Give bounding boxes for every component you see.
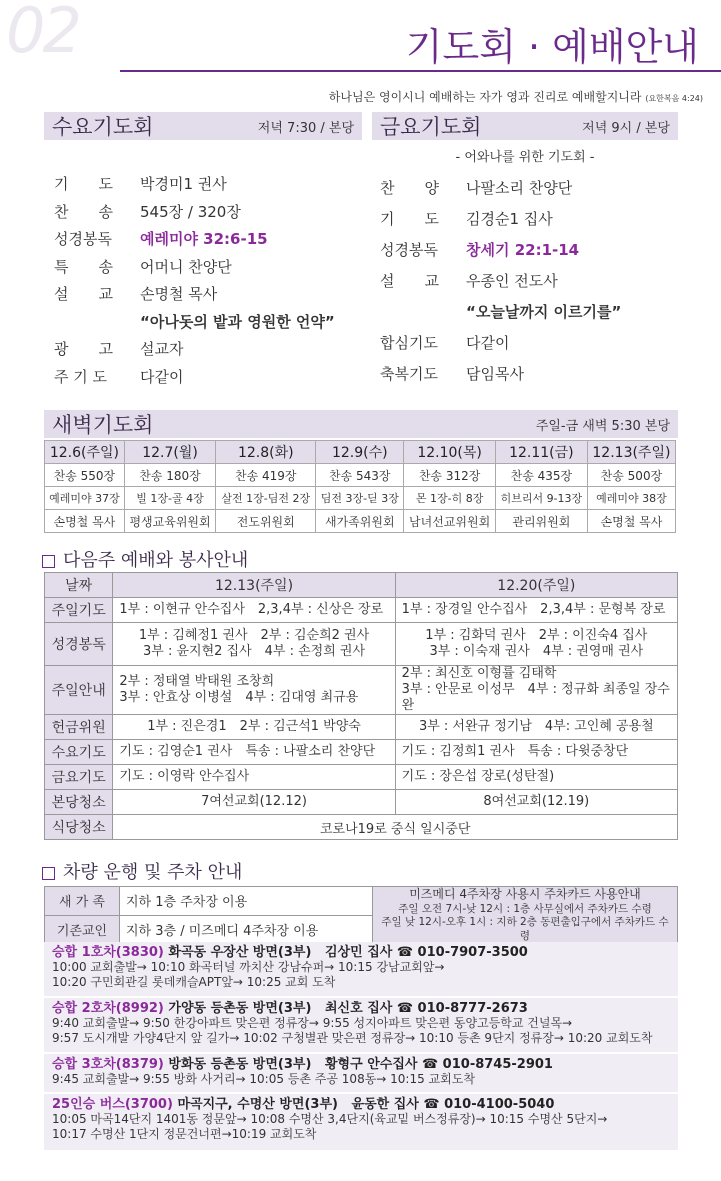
wednesday-order	[54, 170, 364, 390]
dawn-table	[44, 440, 676, 533]
friday-time: 저녁 9시 / 본당	[582, 120, 670, 136]
wednesday-row-label: 특 송	[54, 257, 113, 276]
dawn-bible: 살전 1장-딤전 2장	[216, 487, 316, 510]
bus-number: 승합 3호차(8379)	[52, 1057, 164, 1072]
service-cell: 3부 : 서완규 정기남 4부: 고인혜 공용철	[395, 715, 677, 740]
friday-row	[380, 203, 680, 234]
friday-row-value: “오늘날까지 이르기를”	[466, 303, 622, 321]
dawn-bible: 히브리서 9-13장	[495, 487, 587, 510]
friday-row-value: 담임목사	[466, 365, 524, 383]
wednesday-time: 저녁 7:30 / 본당	[257, 120, 354, 136]
bus-driver: 윤동한 집사 ☎ 010-4100-5040	[351, 1097, 555, 1112]
dawn-day: 12.8(화)	[216, 441, 316, 464]
title-divider	[120, 70, 721, 72]
dawn-bible: 몬 1장-히 8장	[404, 487, 496, 510]
wednesday-row-value: 545장 / 320장	[140, 202, 241, 221]
page-number: 02	[6, 0, 79, 67]
service-row	[45, 765, 678, 790]
dawn-hymn: 찬송 435장	[495, 464, 587, 487]
dawn-leader: 평생교육위원회	[124, 510, 216, 533]
bus-driver: 최신호 집사 ☎ 010-8777-2673	[325, 1001, 528, 1016]
friday-order	[380, 172, 680, 389]
existing-member-value: 지하 3층 / 미즈메디 4주차장 이용	[120, 915, 373, 944]
dawn-day: 12.11(금)	[495, 441, 587, 464]
date-label: 날짜	[45, 573, 113, 598]
friday-row	[380, 358, 680, 389]
friday-row-value: 나팔소리 찬양단	[466, 179, 573, 197]
verse-text: 하나님은 영이시니 예배하는 자가 영과 진리로 예배할지니라	[328, 90, 642, 104]
friday-row-label: 축복기도	[380, 365, 438, 383]
service-cell: 기도 : 장은섭 장로(성탄절)	[395, 765, 677, 790]
next-week-title: 다음주 예배와 봉사안내	[63, 550, 249, 571]
bus-area: 화곡동 우장산 방면(3부)	[168, 945, 312, 960]
wednesday-row	[54, 170, 364, 198]
square-bullet-icon	[42, 555, 55, 568]
dawn-day: 12.9(수)	[316, 441, 404, 464]
service-cell: 1부 : 진은경1 2부 : 김근석1 박양숙	[113, 715, 395, 740]
bus-number: 승합 1호차(3830)	[52, 945, 164, 960]
service-cell: 8여선교회(12.19)	[395, 790, 677, 815]
dawn-leader: 새가족위원회	[316, 510, 404, 533]
date-col-2: 12.20(주일)	[395, 573, 677, 598]
friday-row	[380, 296, 680, 327]
cafeteria-row	[45, 815, 678, 840]
dawn-hymn-row	[45, 464, 676, 487]
service-cell: 2부 : 정태열 박태원 조창희 3부 : 안효상 이병설 4부 : 김대영 최규용	[113, 666, 395, 715]
bus-driver: 황형구 안수집사 ☎ 010-8745-2901	[325, 1057, 553, 1072]
dawn-day: 12.7(월)	[124, 441, 216, 464]
friday-row	[380, 327, 680, 358]
new-family-value: 지하 1층 주차장 이용	[120, 887, 373, 916]
bus-header	[52, 1001, 678, 1016]
friday-subtitle: - 어와나를 위한 기도회 -	[455, 150, 595, 165]
service-row	[45, 623, 678, 666]
friday-row-label: 기 도	[380, 210, 439, 228]
date-col-1: 12.13(주일)	[113, 573, 395, 598]
new-family-label: 새 가 족	[45, 887, 120, 916]
service-row	[45, 790, 678, 815]
bus-stops-line2: 10:20 구민회관길 롯데캐슬APT앞→ 10:25 교회 도착	[52, 975, 336, 989]
wednesday-title: 수요기도회	[52, 115, 154, 139]
service-cell: 7여선교회(12.12)	[113, 790, 395, 815]
bible-verse	[329, 88, 703, 105]
bus-number: 25인승 버스(3700)	[52, 1097, 173, 1112]
service-row-label: 헌금위원	[45, 715, 113, 740]
bus-route	[52, 1001, 678, 1046]
bus-stops-line1: 10:00 교회출발→ 10:10 화곡터널 까치산 강남슈퍼→ 10:15 강남교회앞→	[52, 960, 445, 974]
wednesday-row-label: 주 기 도	[54, 367, 108, 386]
service-row-label: 주일안내	[45, 666, 113, 715]
service-cell: 1부 : 김화덕 권사 2부 : 이진숙4 집사 3부 : 이숙재 권사 4부 : 권영매 권사	[395, 623, 677, 666]
dawn-day: 12.10(목)	[404, 441, 496, 464]
service-cell: 기도 : 김영순1 권사 특송 : 나팔소리 찬양단	[113, 740, 395, 765]
dawn-hymn: 찬송 543장	[316, 464, 404, 487]
service-cell: 1부 : 이현규 안수집사 2,3,4부 : 신상은 장로	[113, 598, 395, 623]
dawn-bible: 예레미야 38장	[587, 487, 675, 510]
dawn-leader: 전도위원회	[216, 510, 316, 533]
service-row-label: 주일기도	[45, 598, 113, 623]
wednesday-row	[54, 253, 364, 281]
parking-info-title: 미즈메디 4주차장 사용시 주차카드 사용안내	[409, 887, 641, 901]
wednesday-header	[44, 112, 362, 140]
cafeteria-value: 코로나19로 중식 일시중단	[113, 815, 678, 840]
friday-row-label: 성경봉독	[380, 241, 438, 259]
wednesday-row-label: 설 교	[54, 285, 113, 304]
friday-row-label: 합심기도	[380, 334, 438, 352]
wednesday-row	[54, 280, 364, 308]
wednesday-row	[54, 308, 364, 336]
friday-row-value: 김경순1 집사	[466, 210, 553, 228]
wednesday-row-value: 박경미1 권사	[140, 175, 227, 194]
service-cell: 기도 : 이영락 안수집사	[113, 765, 395, 790]
bus-header	[52, 945, 678, 960]
dawn-leader-row	[45, 510, 676, 533]
dawn-bible-row	[45, 487, 676, 510]
friday-row-value: 우종인 전도사	[466, 272, 558, 290]
wednesday-row-label: 찬 송	[54, 202, 113, 221]
page-title: 기도회 · 예배안내	[405, 25, 699, 69]
friday-row	[380, 172, 680, 203]
dawn-bible: 예레미야 37장	[45, 487, 125, 510]
wednesday-row-value: 다같이	[140, 367, 184, 386]
dawn-bible: 빌 1장-골 4장	[124, 487, 216, 510]
dawn-leader: 손명철 목사	[45, 510, 125, 533]
verse-ref: (요한복음 4:24)	[645, 94, 703, 103]
dawn-bible: 딤전 3장-딛 3장	[316, 487, 404, 510]
parking-info-line2: 주일 낮 12시-오후 1시 : 지하 2층 동편출입구에서 주차카드 수령	[381, 916, 669, 942]
wednesday-row-label: 성경봉독	[54, 230, 112, 249]
wednesday-row-label: 기 도	[54, 175, 113, 194]
bus-stops-line2: 9:57 도시개발 가양4단지 앞 길가→ 10:02 구청별관 맞은편 정류장→ 10:10 등촌 9단지 정류장→ 10:20 교회도착	[52, 1031, 653, 1045]
dawn-leader: 손명철 목사	[587, 510, 675, 533]
dawn-hymn: 찬송 419장	[216, 464, 316, 487]
bus-header	[52, 1097, 678, 1112]
cafeteria-label: 식당청소	[45, 815, 113, 840]
wednesday-row	[54, 225, 364, 253]
bus-route	[52, 1057, 678, 1087]
next-week-heading	[42, 546, 248, 572]
dawn-header	[44, 410, 678, 438]
parking-heading	[42, 858, 242, 884]
friday-row	[380, 234, 680, 265]
bus-stops-line1: 9:45 교회출발→ 9:55 방화 사거리→ 10:05 등촌 주공 108동→ 10:15 교회도착	[52, 1072, 475, 1086]
friday-header	[372, 112, 678, 140]
wednesday-row	[54, 363, 364, 391]
bus-stops-line2: 10:17 수명산 1단지 정문건너편→10:19 교회도착	[52, 1127, 317, 1141]
service-row	[45, 598, 678, 623]
friday-row	[380, 265, 680, 296]
bus-stops-line1: 9:40 교회출발→ 9:50 한강아파트 맞은편 정류장→ 9:55 성지아파트 맞은편 동양고등학교 건널목→	[52, 1016, 573, 1030]
friday-row-value: 창세기 22:1-14	[466, 241, 580, 259]
dawn-day-row	[45, 441, 676, 464]
parking-card-info	[373, 887, 678, 945]
wednesday-row	[54, 335, 364, 363]
service-row-label: 금요기도	[45, 765, 113, 790]
bus-area: 마곡지구, 수명산 방면(3부)	[177, 1097, 338, 1112]
service-cell: 기도 : 김정희1 권사 특송 : 다윗중창단	[395, 740, 677, 765]
bus-route	[52, 945, 678, 990]
wednesday-row	[54, 198, 364, 226]
bus-driver: 김상민 집사 ☎ 010-7907-3500	[325, 945, 528, 960]
bus-number: 승합 2호차(8992)	[52, 1001, 164, 1016]
dawn-day: 12.13(주일)	[587, 441, 675, 464]
service-row-label: 수요기도	[45, 740, 113, 765]
dawn-leader: 관리위원회	[495, 510, 587, 533]
bus-area: 가양동 등촌동 방면(3부)	[168, 1001, 312, 1016]
dawn-hymn: 찬송 550장	[45, 464, 125, 487]
parking-table	[44, 886, 678, 945]
service-row	[45, 666, 678, 715]
service-cell: 2부 : 최신호 이형률 김태학 3부 : 안문로 이성무 4부 : 정규화 최종일 장수완	[395, 666, 677, 715]
dawn-title: 새벽기도회	[52, 413, 154, 437]
bus-header	[52, 1057, 678, 1072]
dawn-hymn: 찬송 500장	[587, 464, 675, 487]
dawn-leader: 남녀선교위원회	[404, 510, 496, 533]
bus-area: 방화동 등촌동 방면(3부)	[168, 1057, 312, 1072]
dawn-hymn: 찬송 312장	[404, 464, 496, 487]
bus-route	[52, 1097, 678, 1142]
wednesday-row-value: 어머니 찬양단	[140, 257, 232, 276]
next-week-table	[44, 572, 678, 840]
parking-info-line1: 주일 오전 7시-낮 12시 : 1층 사무실에서 주차카드 수령	[398, 902, 652, 915]
friday-row-label: 찬 양	[380, 179, 439, 197]
parking-title: 차량 운행 및 주차 안내	[63, 862, 243, 883]
service-row	[45, 740, 678, 765]
friday-title: 금요기도회	[380, 115, 482, 139]
bus-stops-line1: 10:05 마곡14단지 1401동 정문앞→ 10:08 수명산 3,4단지(육교밑 버스정류장)→ 10:15 수명산 5단지→	[52, 1112, 608, 1126]
service-cell: 1부 : 김혜정1 권사 2부 : 김순희2 권사 3부 : 윤지현2 집사 4부 : 손정희 권사	[113, 623, 395, 666]
wednesday-row-value: 설교자	[140, 340, 184, 359]
friday-row-value: 다같이	[466, 334, 510, 352]
service-row-label: 성경봉독	[45, 623, 113, 666]
service-cell: 1부 : 장경일 안수집사 2,3,4부 : 문형복 장로	[395, 598, 677, 623]
wednesday-row-value: 손명철 목사	[140, 285, 218, 304]
dawn-hymn: 찬송 180장	[124, 464, 216, 487]
dawn-day: 12.6(주일)	[45, 441, 125, 464]
dawn-time: 주일-금 새벽 5:30 본당	[535, 418, 670, 434]
service-row-label: 본당청소	[45, 790, 113, 815]
wednesday-row-value: 예레미야 32:6-15	[140, 230, 268, 249]
square-bullet-icon	[42, 867, 55, 880]
service-row	[45, 715, 678, 740]
friday-row-label: 설 교	[380, 272, 439, 290]
wednesday-row-value: “아나돗의 밭과 영원한 언약”	[140, 312, 335, 331]
existing-member-label: 기존교인	[45, 915, 120, 944]
wednesday-row-label: 광 고	[54, 340, 113, 359]
